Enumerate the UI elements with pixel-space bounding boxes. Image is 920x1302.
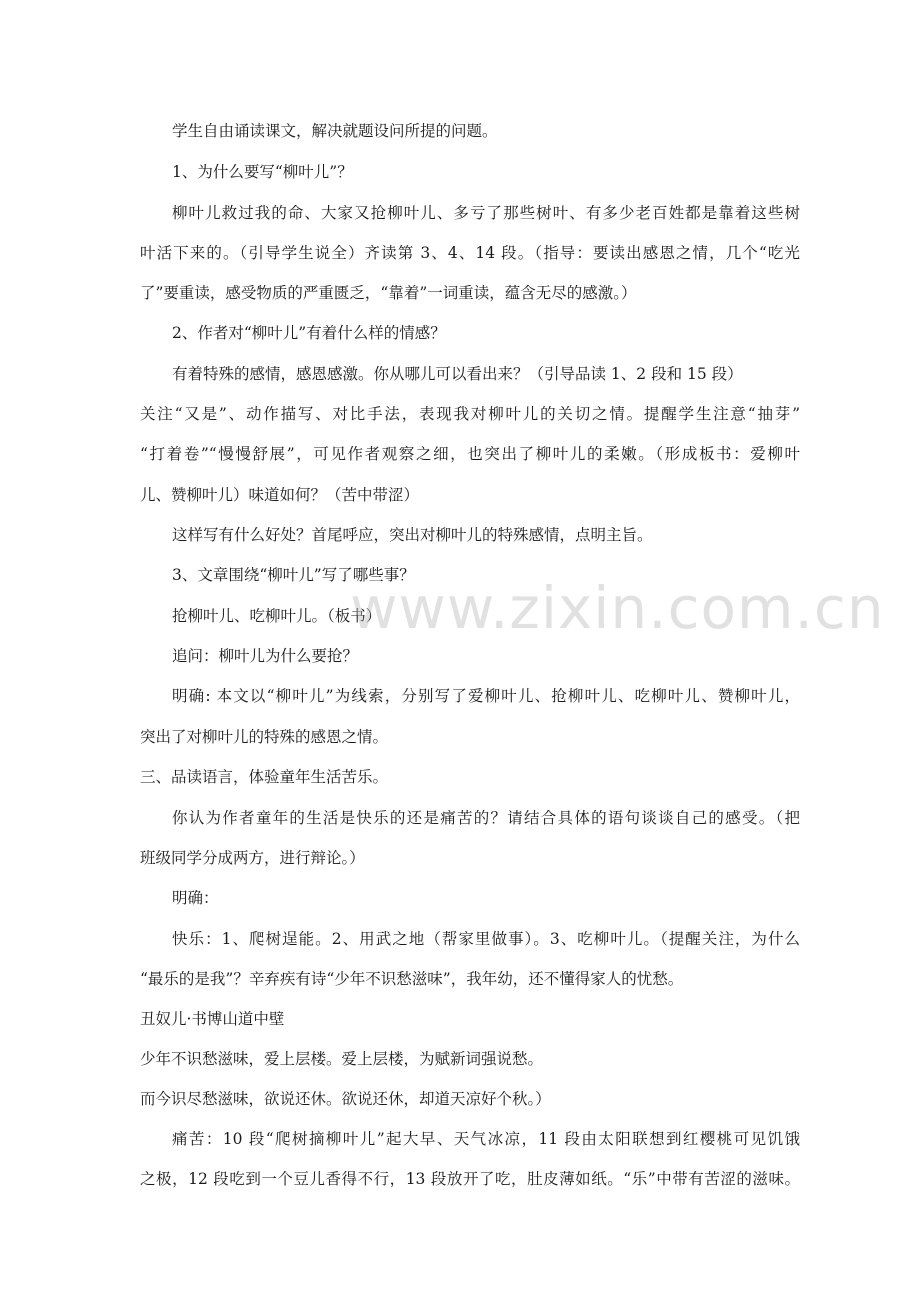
paragraph-line: 痛苦：10 段“爬树摘柳叶儿”起大早、天气冰凉，11 段由太阳联想到红樱桃可见饥饿	[172, 1130, 800, 1148]
paragraph-line: 抢柳叶儿、吃柳叶儿。（板书）	[172, 607, 382, 625]
section-heading: 三、品读语言，体验童年生活苦乐。	[140, 768, 389, 786]
paragraph-line: 叶活下来的。（引导学生说全）齐读第 3、4、14 段。（指导：要读出感恩之情，几个“吃光	[140, 244, 800, 262]
poem-line: 少年不识愁滋味，爱上层楼。爱上层楼，为赋新词强说愁。	[140, 1050, 544, 1068]
paragraph-line: 追问：柳叶儿为什么要抢？	[172, 647, 359, 665]
paragraph-line: 学生自由诵读课文，解决就题设问所提的问题。	[172, 122, 498, 140]
paragraph-line: “最乐的是我”？辛弃疾有诗“少年不识愁滋味”，我年幼，还不懂得家人的忧愁。	[140, 970, 684, 988]
paragraph-line: 突出了对柳叶儿的特殊的感恩之情。	[140, 728, 389, 746]
question-heading: 1、为什么要写“柳叶儿”？	[172, 163, 353, 181]
paragraph-line: 有着特殊的感情，感恩感激。你从哪儿可以看出来？（引导品读 1、2 段和 15 段）	[172, 365, 743, 383]
paragraph-line: 之极，12 段吃到一个豆儿香得不行，13 段放开了吃，肚皮薄如纸。“乐”中带有苦涩的滋味。	[140, 1170, 800, 1188]
paragraph-line: 这样写有什么好处？首尾呼应，突出对柳叶儿的特殊感情，点明主旨。	[172, 526, 653, 544]
paragraph-line: 明确：	[172, 889, 219, 907]
poem-line: 而今识尽愁滋味，欲说还休。欲说还休，却道天凉好个秋。）	[140, 1090, 551, 1108]
paragraph-line: 了”要重读，感受物质的严重匮乏，“靠着”一词重读，蕴含无尽的感激。）	[140, 284, 637, 302]
paragraph-line: 关注“又是”、动作描写、对比手法，表现我对柳叶儿的关切之情。提醒学生注意“抽芽”	[140, 405, 800, 423]
paragraph-line: 儿、赞柳叶儿）味道如何？（苦中带涩）	[140, 486, 420, 504]
paragraph-line: 柳叶儿救过我的命、大家又抢柳叶儿、多亏了那些树叶、有多少老百姓都是靠着这些树	[172, 204, 800, 222]
paragraph-line: 明确: 本文以“柳叶儿”为线索，分别写了爱柳叶儿、抢柳叶儿、吃柳叶儿、赞柳叶儿，	[172, 687, 800, 705]
question-heading: 3、文章围绕“柳叶儿”写了哪些事？	[172, 566, 415, 584]
paragraph-line: 班级同学分成两方，进行辩论。）	[140, 849, 365, 867]
paragraph-line: 你认为作者童年的生活是快乐的还是痛苦的？请结合具体的语句谈谈自己的感受。（把	[172, 809, 800, 827]
watermark-text: www.zixin.com.cn	[350, 574, 885, 642]
question-heading: 2、作者对“柳叶儿”有着什么样的情感？	[172, 324, 446, 342]
paragraph-line: “打着卷”“慢慢舒展”，可见作者观察之细，也突出了柳叶儿的柔嫩。（形成板书：爱柳叶	[140, 445, 800, 463]
poem-title: 丑奴儿·书博山道中壁	[140, 1010, 285, 1028]
paragraph-line: 快乐：1、爬树逞能。2、用武之地（帮家里做事）。3、吃柳叶儿。（提醒关注，为什么	[172, 930, 800, 948]
